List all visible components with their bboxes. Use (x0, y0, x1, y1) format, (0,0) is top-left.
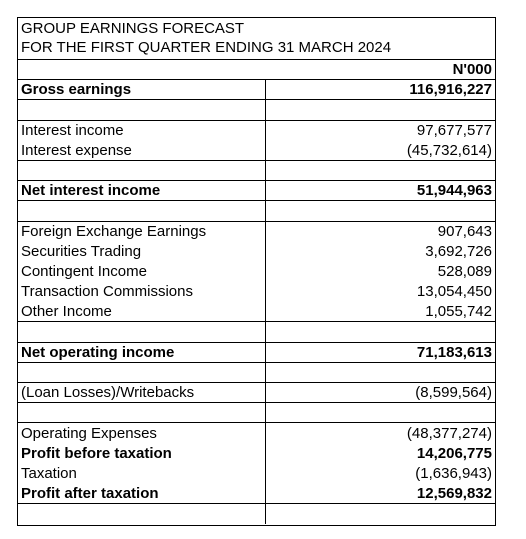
table-row (18, 282, 495, 302)
row-label: Profit after taxation (18, 483, 265, 503)
row-label: Net operating income (18, 342, 265, 362)
row-value: 12,569,832 (265, 483, 495, 503)
table-row (18, 302, 495, 322)
table-row (18, 80, 495, 100)
table-row (18, 261, 495, 281)
row-label (18, 504, 265, 524)
report-subtitle: FOR THE FIRST QUARTER ENDING 31 MARCH 2024 (21, 39, 392, 56)
row-value: (45,732,614) (265, 140, 495, 160)
spacer-row (18, 322, 495, 342)
table-row (18, 383, 495, 403)
row-value: 97,677,577 (265, 120, 495, 140)
row-label (18, 201, 265, 221)
spacer-row (18, 160, 495, 180)
spacer-row (18, 100, 495, 120)
table-row (18, 463, 495, 483)
table-row (18, 221, 495, 241)
table-row (18, 443, 495, 463)
row-value (265, 362, 495, 382)
row-label (18, 322, 265, 342)
table-row (18, 342, 495, 362)
row-value: 14,206,775 (416, 444, 492, 462)
row-value: 3,692,726 (425, 242, 492, 260)
table-row (18, 241, 495, 261)
table-row (18, 140, 495, 160)
row-value: 71,183,613 (265, 342, 495, 362)
row-label: (Loan Losses)/Writebacks (18, 383, 265, 403)
row-label: Transaction Commissions (18, 282, 265, 302)
row-label (18, 160, 265, 180)
spacer-row (18, 403, 495, 423)
row-value (265, 322, 495, 342)
row-label: Operating Expenses (18, 423, 265, 443)
row-label (18, 362, 265, 382)
table-row (18, 483, 495, 503)
row-label: Other Income (18, 302, 265, 322)
table-row (18, 423, 495, 443)
row-label (18, 100, 265, 120)
earnings-grid (18, 59, 495, 524)
table-row (18, 181, 495, 201)
row-value: (8,599,564) (265, 383, 495, 403)
row-label: Securities Trading (18, 241, 265, 261)
spacer-row (18, 504, 495, 524)
row-value: 13,054,450 (416, 283, 492, 301)
spacer-row (18, 201, 495, 221)
row-label: Gross earnings (18, 80, 265, 100)
row-value (265, 504, 495, 524)
row-label: Interest expense (18, 140, 265, 160)
spacer-row (18, 362, 495, 382)
row-value: 528,089 (437, 262, 492, 280)
row-label: Profit before taxation (18, 443, 265, 463)
row-value: 51,944,963 (265, 181, 495, 201)
earnings-forecast-table (17, 17, 496, 526)
row-label: Foreign Exchange Earnings (18, 221, 265, 241)
row-value (265, 160, 495, 180)
row-value: 1,055,742 (265, 302, 495, 322)
row-value (265, 100, 495, 120)
row-value: 907,643 (265, 221, 495, 241)
row-label: Contingent Income (18, 261, 265, 281)
row-value: (1,636,943) (415, 464, 492, 482)
header-row (18, 60, 495, 80)
table-row (18, 120, 495, 140)
row-value: (48,377,274) (265, 423, 495, 443)
row-label: Net interest income (18, 181, 265, 201)
row-value: 116,916,227 (265, 80, 495, 100)
row-value (265, 403, 495, 423)
currency-header: N'000 (265, 60, 495, 80)
row-label: Interest income (18, 120, 265, 140)
report-title: GROUP EARNINGS FORECAST (21, 20, 245, 37)
row-label (18, 403, 265, 423)
row-value (265, 201, 495, 221)
row-label: Taxation (18, 463, 265, 483)
header-label-cell (18, 60, 265, 80)
